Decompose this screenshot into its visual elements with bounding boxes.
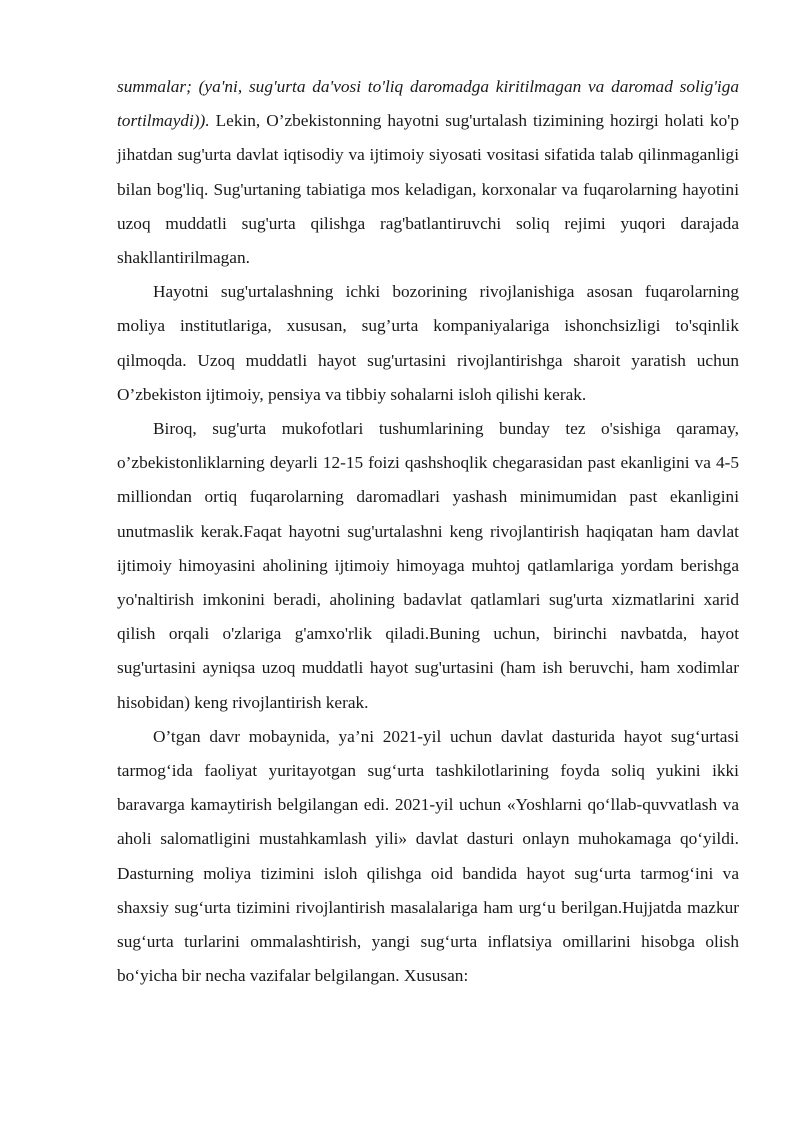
paragraph-1-text: Lekin, O’zbekistonning hayotni sug'urtalash tizimining hozirgi holati ko'p jihatdan sug'urta davlat iqtisodiy va ijtimoiy siyosati vositasi sifatida talab qilinmaganligi bilan bog'liq. Sug'urtaning tabiatiga mos keladigan, korxonalar va fuqarolarning hayotini uzoq muddatli sug'urta qilishga rag'batlantiruvchi soliq rejimi yuqori darajada shakllantirilmagan. — [117, 111, 739, 268]
paragraph-1 — [117, 70, 739, 275]
paragraph-1-italic: summalar; (ya'ni, sug'urta da'vosi to'liq daromadga kiritilmagan va daromad solig'iga tortilmaydi)). — [117, 77, 739, 131]
paragraph-3: Biroq, sug'urta mukofotlari tushumlarining bunday tez o'sishiga qaramay, o’zbekistonliklarning deyarli 12-15 foizi qashshoqlik chegarasidan past ekanligini va 4-5 milliondan ortiq fuqarolarning daromadlari yashash minimumidan past ekanligini unutmaslik kerak.Faqat hayotni sug'urtalashni keng rivojlantirish haqiqatan ham davlat ijtimoiy himoyasini aholining ijtimoiy himoyaga muhtoj qatlamlariga yordam berishga yo'naltirish imkonini beradi, aholining badavlat qatlamlari sug'urta xizmatlarini xarid qilish orqali o'zlariga g'amxo'rlik qiladi.Buning uchun, birinchi navbatda, hayot sug'urtasini ayniqsa uzoq muddatli hayot sug'urtasini (ham ish beruvchi, ham xodimlar hisobidan) keng rivojlantirish kerak. — [117, 419, 739, 712]
document-page — [117, 70, 739, 993]
paragraph-2: Hayotni sug'urtalashning ichki bozorining rivojlanishiga asosan fuqarolarning moliya institutlariga, xususan, sug’urta kompaniyalariga ishonchsizligi to'sqinlik qilmoqda. Uzoq muddatli hayot sug'urtasini rivojlantirishga sharoit yaratish uchun O’zbekiston ijtimoiy, pensiya va tibbiy sohalarni isloh qilishi kerak. — [117, 282, 739, 404]
paragraph-4: O’tgan davr mobaynida, ya’ni 2021-yil uchun davlat dasturida hayot sug‘urtasi tarmog‘ida faoliyat yuritayotgan sug‘urta tashkilotlarining foyda soliq yukini ikki baravarga kamaytirish belgilangan edi. 2021-yil uchun «Yoshlarni qo‘llab-quvvatlash va aholi salomatligini mustahkamlash yili» davlat dasturi onlayn muhokamaga qo‘yildi. Dasturning moliya tizimini isloh qilishga oid bandida hayot sug‘urta tarmog‘ini va shaxsiy sug‘urta tizimini rivojlantirish masalalariga ham urg‘u berilgan.Hujjatda mazkur sug‘urta turlarini ommalashtirish, yangi sug‘urta inflatsiya omillarini hisobga olish bo‘yicha bir necha vazifalar belgilangan. Xususan: — [117, 726, 739, 986]
